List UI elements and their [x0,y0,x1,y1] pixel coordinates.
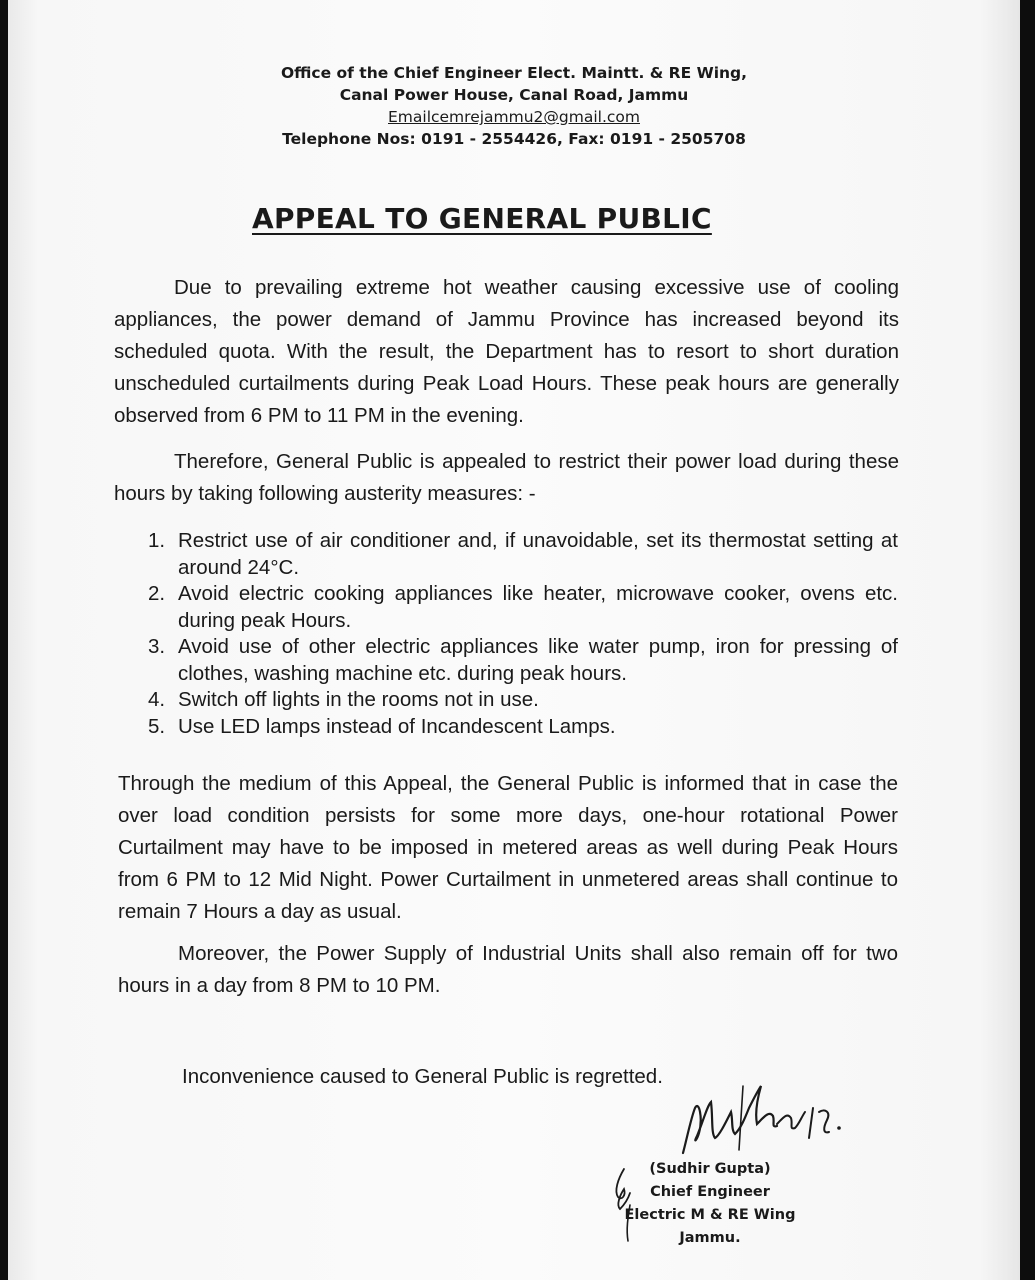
list-item-text: Avoid electric cooking appliances like heater, microwave cooker, ovens etc. during peak Hours. [178,582,898,632]
list-item-number: 2. [148,582,166,605]
list-item-number: 4. [148,688,166,711]
austerity-measures-list [148,528,898,740]
signatory-place: Jammu. [679,1230,741,1246]
paragraph-2 [114,446,899,510]
document-title: APPEAL TO GENERAL PUBLIC [252,202,712,235]
list-item-text: Use LED lamps instead of Incandescent Lamps. [178,714,616,738]
handwritten-signature [673,1078,873,1158]
signatory-block [620,1158,800,1250]
office-address: Canal Power House, Canal Road, Jammu [339,86,689,104]
office-email: Emailcemrejammu2@gmail.com [388,108,640,126]
letterhead [8,62,1020,150]
paragraph-1 [114,272,899,432]
paragraph-4-text: Moreover, the Power Supply of Industrial Units shall also remain off for two hours in a day from 8 PM to 10 PM. [118,942,898,997]
list-item [148,528,898,581]
signatory-designation: Chief Engineer [650,1184,770,1200]
list-item [148,581,898,634]
list-item-text: Switch off lights in the rooms not in use. [178,688,539,711]
document-page [8,0,1020,1280]
list-item-number: 1. [148,529,166,552]
signatory-name: (Sudhir Gupta) [649,1161,771,1177]
list-item-number: 3. [148,635,166,658]
signatory-wing: Electric M & RE Wing [624,1207,796,1223]
list-item-text: Restrict use of air conditioner and, if unavoidable, set its thermostat setting at around 24°C. [178,529,898,579]
list-item [148,634,898,687]
paragraph-3-text: Through the medium of this Appeal, the General Public is informed that in case the over load condition persists for some more days, one-hour rotational Power Curtailment may have to be imposed in metered areas as well during Peak Hours from 6 PM to 12 Mid Night. Power Curtailment in unmetered areas shall continue to remain 7 Hours a day as usual. [118,772,898,923]
closing-statement: Inconvenience caused to General Public is regretted. [182,1065,663,1088]
paragraph-3 [118,768,898,928]
list-item [148,687,898,714]
paragraph-1-text: Due to prevailing extreme hot weather causing excessive use of cooling appliances, the power demand of Jammu Province has increased beyond its scheduled quota. With the result, the Department has to resort to short duration unscheduled curtailments during Peak Load Hours. These peak hours are generally observed from 6 PM to 11 PM in the evening. [114,276,899,427]
list-item [148,714,898,741]
list-item-text: Avoid use of other electric appliances like water pump, iron for pressing of clothes, washing machine etc. during peak hours. [178,635,898,685]
list-item-number: 5. [148,714,166,738]
office-name: Office of the Chief Engineer Elect. Maintt. & RE Wing, [280,64,748,82]
paragraph-2-text: Therefore, General Public is appealed to restrict their power load during these hours by taking following austerity measures: - [114,450,899,505]
paragraph-4 [118,938,898,1002]
office-phone: Telephone Nos: 0191 - 2554426, Fax: 0191 - 2505708 [282,130,746,148]
